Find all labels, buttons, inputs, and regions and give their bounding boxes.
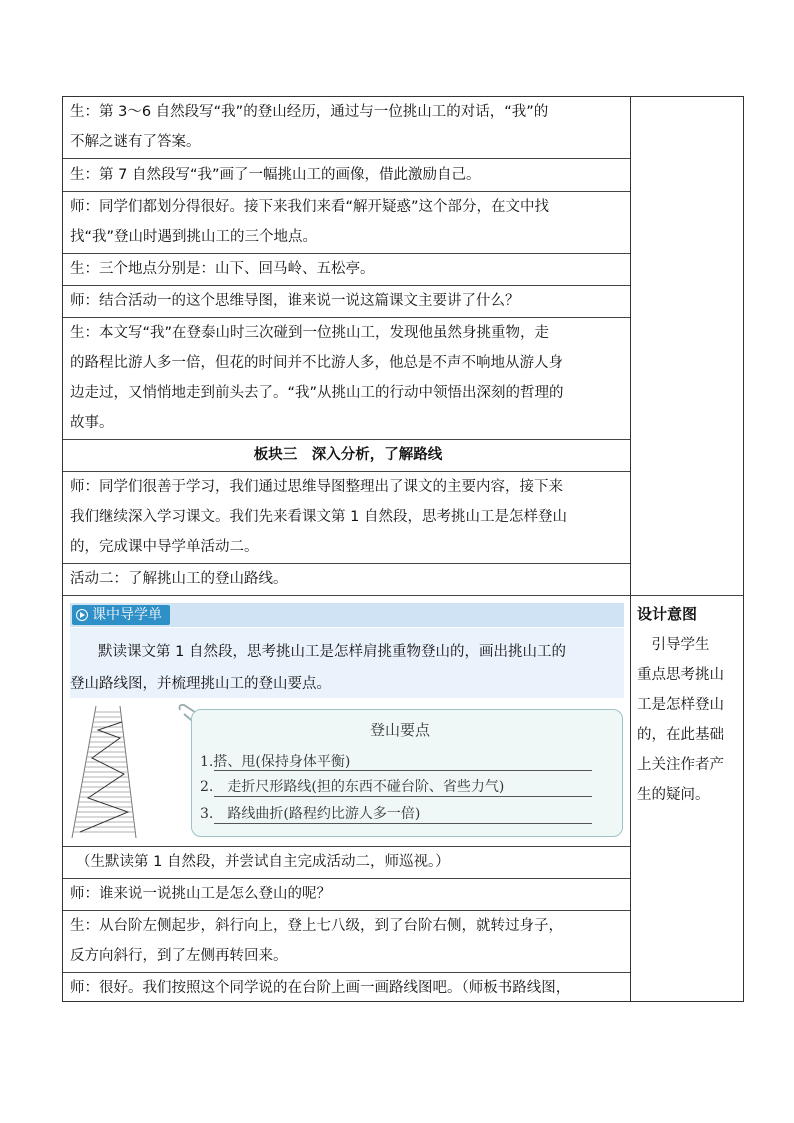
text-line: 生：本文写“我”在登泰山时三次碰到一位挑山工，发现他虽然身挑重物，走: [70, 325, 550, 341]
key-point-item: 2. 走折尺形路线(担的东西不碰台阶、省些力气): [200, 779, 505, 795]
text-line: （生默读第 1 自然段，并尝试自主完成活动二，师巡视。）: [76, 854, 450, 870]
guide-task-line: 默读课文第 1 自然段，思考挑山工是怎样肩挑重物登山的，画出挑山工的: [98, 644, 566, 660]
design-intent-line: 重点思考挑山: [637, 667, 724, 683]
text-line: 故事。: [70, 415, 114, 431]
staircase-illustration: [70, 702, 140, 842]
row-rule: [63, 253, 630, 254]
row-rule: [63, 471, 630, 472]
text-line: 反方向斜行，到了左侧再转回来。: [70, 948, 288, 964]
text-line: 的路程比游人多一倍，但花的时间并不比游人多，他总是不声不响地从游人身: [70, 355, 563, 371]
design-intent-line: 引导学生: [637, 637, 710, 653]
row-rule: [63, 910, 630, 911]
text-line: 的，完成课中导学单活动二。: [70, 539, 259, 555]
design-intent-title: 设计意图: [637, 605, 698, 623]
design-intent-line: 工是怎样登山: [637, 697, 724, 713]
row-rule: [63, 972, 630, 973]
text-line: 师：同学们很善于学习，我们通过思维导图整理出了课文的主要内容，接下来: [70, 479, 563, 495]
text-line: 生：第 3～6 自然段写“我”的登山经历，通过与一位挑山工的对话，“我”的: [70, 104, 549, 120]
key-points-title: 登山要点: [370, 721, 431, 739]
row-rule: [63, 563, 630, 564]
row-rule: [631, 595, 743, 596]
guide-task-line: 登山路线图，并梳理挑山工的登山要点。: [70, 676, 331, 692]
text-line: 生：三个地点分别是：山下、回马岭、五松亭。: [70, 261, 375, 277]
key-point-item: 3. 路线曲折(路程约比游人多一倍): [200, 806, 421, 822]
row-rule: [63, 846, 630, 847]
text-line: 活动二：了解挑山工的登山路线。: [70, 571, 288, 587]
key-point-underline: [214, 823, 592, 824]
design-intent-line: 生的疑问。: [637, 787, 710, 803]
key-point-underline: [214, 770, 592, 771]
text-line: 生：第 7 自然段写“我”画了一幅挑山工的画像，借此激励自己。: [70, 167, 481, 183]
row-rule: [63, 158, 630, 159]
design-intent-line: 的，在此基础: [637, 727, 724, 743]
row-rule: [63, 191, 630, 192]
row-rule: [63, 878, 630, 879]
key-point-underline: [214, 796, 592, 797]
section-heading: 板块三 深入分析，了解路线: [253, 447, 443, 463]
text-line: 边走过，又悄悄地走到前头去了。“我”从挑山工的行动中领悟出深刻的哲理的: [70, 385, 564, 401]
text-line: 师：很好。我们按照这个同学说的在台阶上画一画路线图吧。（师板书路线图，: [70, 980, 571, 996]
text-line: 生：从台阶左侧起步，斜行向上，登上七八级，到了台阶右侧，就转过身子，: [70, 918, 563, 934]
text-line: 不解之谜有了答案。: [70, 134, 201, 150]
text-line: 师：谁来说一说挑山工是怎么登山的呢？: [70, 886, 331, 902]
play-icon: [76, 609, 88, 621]
row-rule: [63, 317, 630, 318]
text-line: 师：结合活动一的这个思维导图，谁来说一说这篇课文主要讲了什么？: [70, 293, 520, 309]
key-point-item: 1.搭、甩(保持身体平衡): [200, 754, 351, 770]
guide-tag: [72, 605, 170, 625]
row-rule: [63, 595, 630, 596]
guide-tag-label: 课中导学单: [92, 607, 162, 623]
row-rule: [63, 439, 630, 440]
text-line: 师：同学们都划分得很好。接下来我们来看“解开疑惑”这个部分，在文中找: [70, 199, 550, 215]
row-rule: [63, 285, 630, 286]
text-line: 我们继续深入学习课文。我们先来看课文第 1 自然段，思考挑山工是怎样登山: [70, 509, 567, 525]
design-intent-line: 上关注作者产: [637, 757, 724, 773]
text-line: 找“我”登山时遇到挑山工的三个地点。: [70, 229, 318, 245]
